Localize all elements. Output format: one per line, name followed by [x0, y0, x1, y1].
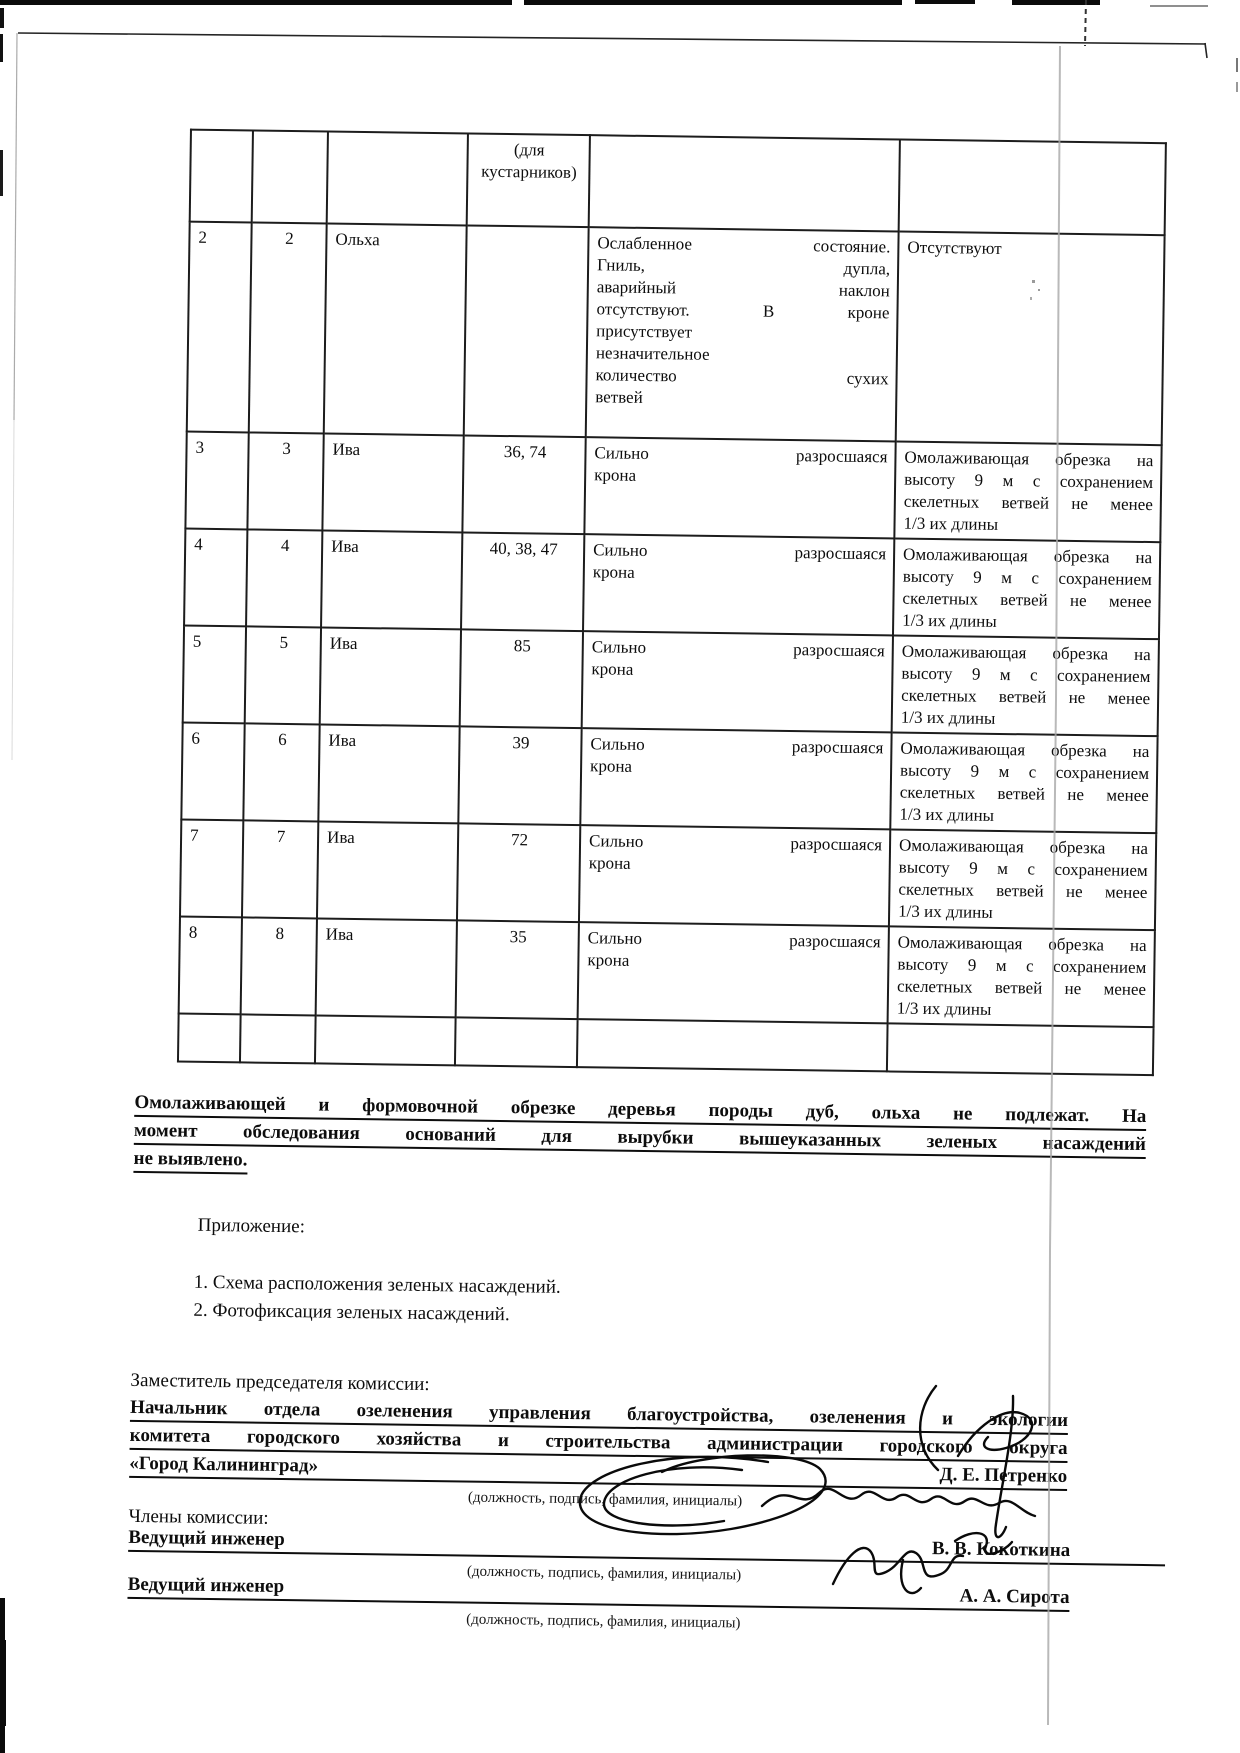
- cell-plan-number: 4: [246, 529, 322, 627]
- cell-condition: Сильно разросшаяся крона: [580, 728, 891, 829]
- attachment-item: 2. Фотофиксация зеленых насаждений.: [193, 1299, 510, 1326]
- conclusion-note: Омолаживающей и формовочной обрезке деревья породы дуб, ольха не подлежат. На момент обследования оснований для вырубки вышеуказанных зеленых насаждений не выявлено.: [133, 1090, 1146, 1187]
- attachment-item: 1. Схема расположения зеленых насаждений.: [193, 1271, 561, 1298]
- header-cell-shrubs: (для кустарников): [467, 133, 590, 227]
- cell-species: Ольха: [324, 224, 467, 436]
- cell-measures: Омолаживающая обрезка на высоту 9 м с сохранением скелетных ветвей не менее 1/3 их длины: [893, 538, 1160, 639]
- table-row: [187, 222, 1165, 446]
- cell-plan-number: 8: [241, 917, 317, 1015]
- cell-measures: Омолаживающая обрезка на высоту 9 м с сохранением скелетных ветвей не менее 1/3 их длины: [894, 441, 1161, 542]
- table-row: [183, 626, 1159, 737]
- table-row: [185, 432, 1161, 543]
- cell-condition: Сильно разросшаяся крона: [583, 534, 894, 635]
- cell-diameters: 40, 38, 47: [461, 532, 584, 631]
- cell-plan-number: 5: [245, 626, 321, 724]
- cell-plan-number: 6: [243, 723, 319, 821]
- cell-species: Ива: [322, 433, 463, 532]
- signature-caption: (должность, подпись, фамилия, инициалы): [467, 1489, 743, 1510]
- cell-number: 5: [183, 626, 246, 724]
- cell-diameters: [464, 225, 589, 437]
- head-of-department-signature-block: Начальник отдела озеленения управления благоустройства, озеленения и экологии комитета городского хозяйства и строительства администрации городского округа «Город Калининград» Д. Е. Петренко: [129, 1395, 1068, 1491]
- cell-species: Ива: [320, 627, 461, 726]
- cell-species: Ива: [321, 530, 462, 629]
- cell-species: Ива: [316, 918, 457, 1017]
- members-label: Члены комиссии:: [128, 1505, 269, 1529]
- attachment-title: Приложение:: [197, 1214, 306, 1238]
- table-row: [179, 917, 1155, 1028]
- attachment-list: [193, 1269, 1172, 1339]
- cell-number: 4: [184, 529, 247, 627]
- header-cell-2: [252, 130, 328, 223]
- cell-measures: Омолаживающая обрезка на высоту 9 м с сохранением скелетных ветвей не менее 1/3 их длины: [890, 732, 1157, 833]
- table-row: [181, 723, 1157, 834]
- header-cell-6: [899, 139, 1166, 235]
- cell-condition: Ослабленное состояние. Гниль, дупла, аварийный наклон отсутствуют. В кроне присутствует незначительное количество сухих ветвей: [586, 227, 899, 441]
- cell-plan-number: 7: [242, 820, 318, 918]
- document-content: [127, 128, 1188, 1638]
- green-plantings-table: [177, 129, 1167, 1077]
- cell-diameters: 85: [460, 629, 583, 728]
- cell-measures: Омолаживающая обрезка на высоту 9 м с сохранением скелетных ветвей не менее 1/3 их длины: [892, 635, 1159, 736]
- cell-plan-number: 3: [247, 432, 323, 530]
- signature-caption: (должность, подпись, фамилия, инициалы): [466, 1611, 741, 1632]
- cell-number: 8: [179, 917, 242, 1015]
- cell-condition: Сильно разросшаяся крона: [578, 922, 889, 1023]
- cell-measures: Отсутствуют: [896, 231, 1165, 445]
- cell-number: 2: [187, 222, 252, 433]
- cell-diameters: 35: [456, 920, 579, 1019]
- cell-plan-number: 2: [249, 222, 327, 433]
- cell-species: Ива: [317, 821, 458, 920]
- cell-condition: Сильно разросшаяся крона: [584, 437, 895, 538]
- cell-diameters: 39: [458, 726, 581, 825]
- cell-number: 6: [181, 723, 244, 821]
- cell-diameters: 72: [457, 823, 580, 922]
- scan-edge-top: [0, 0, 1208, 7]
- cell-number: 3: [185, 432, 248, 530]
- table-row: [184, 529, 1160, 640]
- cell-condition: Сильно разросшаяся крона: [579, 825, 890, 926]
- cell-diameters: 36, 74: [462, 435, 585, 534]
- deputy-chair-label: Заместитель председателя комиссии:: [130, 1369, 430, 1396]
- table-row: [180, 820, 1156, 931]
- cell-number: 7: [180, 820, 243, 918]
- scan-edge-left: [0, 8, 6, 1753]
- cell-measures: Омолаживающая обрезка на высоту 9 м с сохранением скелетных ветвей не менее 1/3 их длины: [888, 926, 1155, 1027]
- table-header-row: [190, 130, 1166, 236]
- member1-signature-line: Ведущий инженер В. В. Кокоткина: [128, 1525, 1165, 1566]
- signature-caption: (должность, подпись, фамилия, инициалы): [466, 1563, 742, 1584]
- header-cell-1: [190, 130, 253, 223]
- cell-condition: Сильно разросшаяся крона: [582, 631, 893, 732]
- cell-measures: Омолаживающая обрезка на высоту 9 м с сохранением скелетных ветвей не менее 1/3 их длины: [889, 829, 1156, 930]
- member2-signature-line: Ведущий инженер А. А. Сирота: [127, 1572, 1069, 1612]
- header-cell-5: [589, 135, 900, 231]
- header-cell-3: [327, 132, 468, 226]
- cell-species: Ива: [318, 724, 459, 823]
